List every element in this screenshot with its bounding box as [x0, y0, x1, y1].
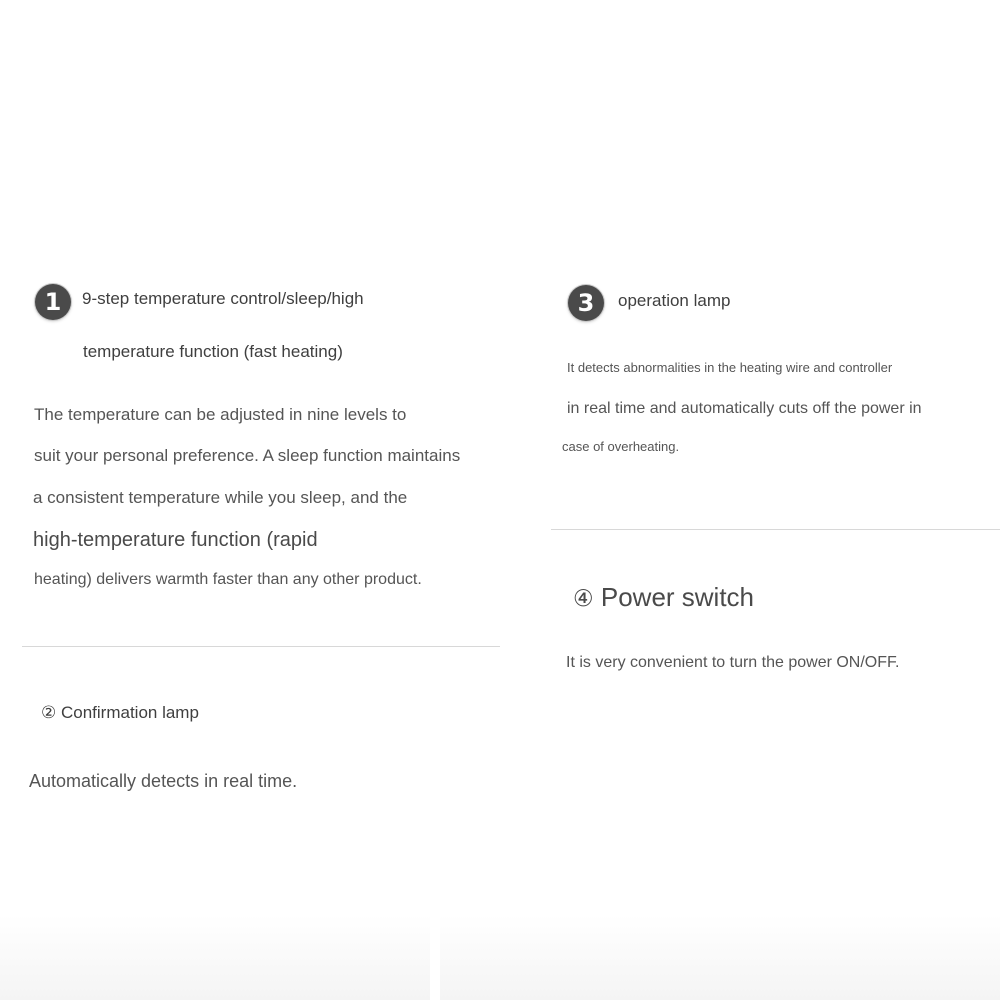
section-4-body: It is very convenient to turn the power ON/OFF.: [566, 654, 900, 671]
section-1-body-line-3: a consistent temperature while you sleep, and the: [33, 488, 408, 507]
right-divider: [551, 529, 1000, 530]
section-1-body-line-4: high-temperature function (rapid: [33, 529, 318, 551]
section-1-body-line-2: suit your personal preference. A sleep function maintains: [34, 446, 461, 465]
ghost-strip-left: [0, 915, 430, 1000]
section-3-body-line-3: case of overheating.: [562, 439, 680, 454]
ghost-strip-right: [440, 915, 1000, 1000]
section-4-heading: [573, 582, 754, 613]
section-4-marker: ④: [573, 586, 594, 612]
number-badge-3: 3: [568, 285, 604, 321]
left-divider: [22, 646, 500, 647]
section-1-title-line-2: temperature function (fast heating): [83, 342, 343, 361]
section-3-body-line-2: in real time and automatically cuts off the power in: [567, 400, 922, 417]
section-1-title-line-1: 9-step temperature control/sleep/high: [82, 289, 364, 308]
section-2-heading: [41, 703, 199, 723]
section-1-body-line-5: heating) delivers warmth faster than any other product.: [34, 571, 422, 588]
section-4-title: Power switch: [600, 582, 755, 612]
number-badge-1: 1: [35, 284, 71, 320]
section-3-body-line-1: It detects abnormalities in the heating wire and controller: [567, 360, 893, 375]
section-2-body: Automatically detects in real time.: [29, 771, 298, 791]
section-3-title: operation lamp: [618, 291, 731, 310]
section-2-marker: ②: [41, 703, 57, 723]
section-2-title: Confirmation lamp: [60, 703, 199, 722]
section-1-body-line-1: The temperature can be adjusted in nine levels to: [34, 405, 407, 424]
